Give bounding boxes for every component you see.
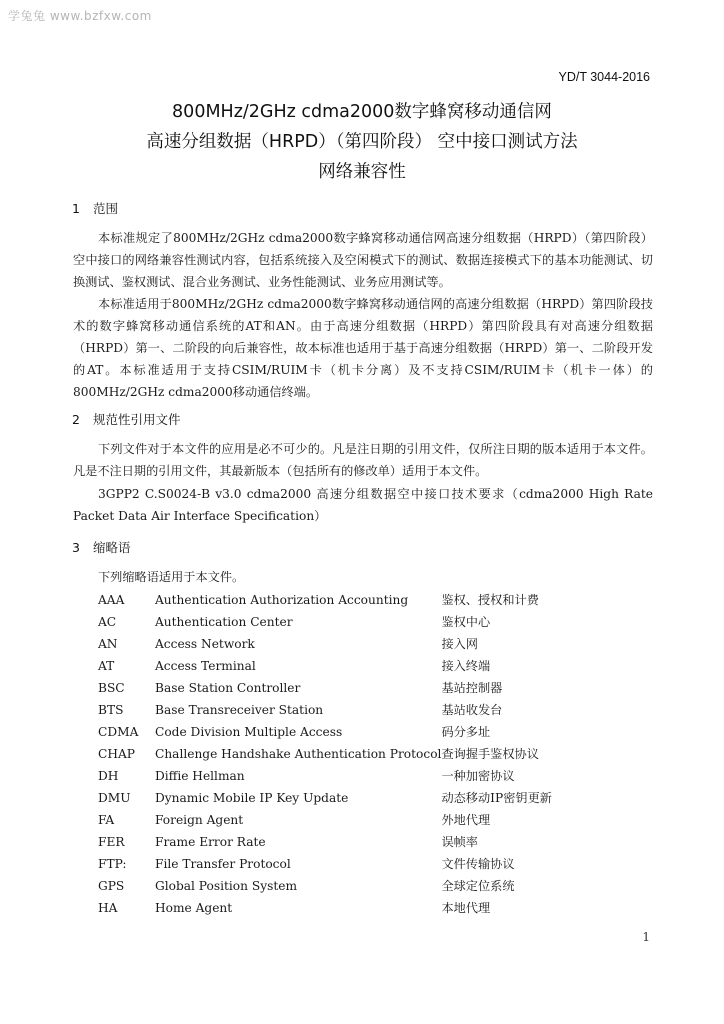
english-term-cell: Diffie Hellman <box>155 769 245 783</box>
abbreviation-cell: BSC <box>98 681 125 695</box>
section-title: 规范性引用文件 <box>93 412 181 427</box>
abbreviations-intro: 下列缩略语适用于本文件。 <box>98 570 245 584</box>
chinese-term-cell: 接入网 <box>441 637 478 651</box>
table-row <box>98 699 658 721</box>
table-row <box>98 633 658 655</box>
english-term-cell: Global Position System <box>155 879 298 893</box>
watermark: 学兔兔 www.bzfxw.com <box>8 9 152 23</box>
english-term-cell: Foreign Agent <box>155 813 244 827</box>
chinese-term-cell: 接入终端 <box>441 659 491 673</box>
english-term-cell: Code Division Multiple Access <box>155 725 343 739</box>
title-line-3: 网络兼容性 <box>318 162 406 182</box>
abbreviation-cell: CHAP <box>98 747 135 761</box>
english-term-cell: Home Agent <box>155 901 233 915</box>
abbreviation-cell: GPS <box>98 879 125 893</box>
chinese-term-cell: 一种加密协议 <box>441 769 515 783</box>
english-term-cell: Authentication Authorization Accounting <box>155 593 409 607</box>
table-row <box>98 655 658 677</box>
abbreviation-cell: HA <box>98 901 118 915</box>
paragraph-references-2: 3GPP2 C.S0024-B v3.0 cdma2000 高速分组数据空中接口技术要求（cdma2000 High Rate Packet Data Air Interface Specification） <box>73 487 653 523</box>
section-number: 3 <box>72 540 80 555</box>
chinese-term-cell: 基站收发台 <box>441 703 503 717</box>
chinese-term-cell: 误帧率 <box>441 835 478 849</box>
table-row <box>98 765 658 787</box>
abbreviation-cell: AT <box>98 659 115 673</box>
abbreviation-cell: DMU <box>98 791 131 805</box>
chinese-term-cell: 动态移动IP密钥更新 <box>441 791 552 805</box>
chinese-term-cell: 文件传输协议 <box>441 857 515 871</box>
english-term-cell: Base Transreceiver Station <box>155 703 324 717</box>
paragraph-scope-2: 本标准适用于800MHz/2GHz cdma2000数字蜂窝移动通信网的高速分组数据（HRPD）第四阶段技术的数字蜂窝移动通信系统的AT和AN。由于高速分组数据（HRPD）第四阶段具有对高速分组数据（HRPD）第一、二阶段的向后兼容性，故本标准也适用于基于高速分组数据（HRPD）第一、二阶段开发的AT。本标准适用于支持CSIM/RUIM卡（机卡分离）及不支持CSIM/RUIM卡（机卡一体）的800MHz/2GHz cdma2000移动通信终端。 <box>73 297 653 399</box>
abbreviation-cell: FA <box>98 813 115 827</box>
standard-number: YD/T 3044-2016 <box>558 70 650 84</box>
table-row <box>98 677 658 699</box>
chinese-term-cell: 基站控制器 <box>441 681 503 695</box>
chinese-term-cell: 码分多址 <box>441 725 491 739</box>
table-row <box>98 787 658 809</box>
english-term-cell: Access Terminal <box>155 659 256 673</box>
english-term-cell: Dynamic Mobile IP Key Update <box>155 791 349 805</box>
abbreviation-cell: AN <box>98 637 118 651</box>
section-title: 缩略语 <box>93 540 131 555</box>
english-term-cell: Authentication Center <box>155 615 293 629</box>
paragraph-scope-1: 本标准规定了800MHz/2GHz cdma2000数字蜂窝移动通信网高速分组数据（HRPD）（第四阶段）空中接口的网络兼容性测试内容，包括系统接入及空闲模式下的测试、数据连接模式下的基本功能测试、切换测试、鉴权测试、混合业务测试、业务性能测试、业务应用测试等。 <box>73 231 653 289</box>
section-heading-references <box>72 410 181 428</box>
chinese-term-cell: 本地代理 <box>441 901 491 915</box>
chinese-term-cell: 外地代理 <box>441 813 491 827</box>
abbreviation-cell: DH <box>98 769 119 783</box>
section-heading-scope <box>72 199 118 217</box>
document-title <box>0 97 724 187</box>
english-term-cell: Base Station Controller <box>155 681 301 695</box>
english-term-cell: File Transfer Protocol <box>155 857 291 871</box>
table-row <box>98 897 658 919</box>
title-line-2: 高速分组数据（HRPD）（第四阶段） 空中接口测试方法 <box>146 132 578 152</box>
chinese-term-cell: 查询握手鉴权协议 <box>441 747 539 761</box>
table-row <box>98 809 658 831</box>
table-row <box>98 853 658 875</box>
table-row <box>98 589 658 611</box>
section-number: 2 <box>72 412 80 427</box>
english-term-cell: Access Network <box>155 637 255 651</box>
english-term-cell: Challenge Handshake Authentication Protocol <box>155 747 442 761</box>
table-row <box>98 875 658 897</box>
table-row <box>98 611 658 633</box>
english-term-cell: Frame Error Rate <box>155 835 266 849</box>
abbreviation-cell: BTS <box>98 703 124 717</box>
section-heading-abbreviations <box>72 538 131 556</box>
table-row <box>98 743 658 765</box>
section-number: 1 <box>72 201 80 216</box>
abbreviations-table <box>98 589 658 919</box>
paragraph-references-1: 下列文件对于本文件的应用是必不可少的。凡是注日期的引用文件，仅所注日期的版本适用于本文件。凡是不注日期的引用文件，其最新版本（包括所有的修改单）适用于本文件。 <box>73 442 653 478</box>
chinese-term-cell: 全球定位系统 <box>441 879 515 893</box>
chinese-term-cell: 鉴权中心 <box>441 615 491 629</box>
title-line-1: 800MHz/2GHz cdma2000数字蜂窝移动通信网 <box>172 102 552 122</box>
chinese-term-cell: 鉴权、授权和计费 <box>441 593 539 607</box>
abbreviation-cell: FER <box>98 835 125 849</box>
abbreviation-cell: AC <box>98 615 117 629</box>
page-number: 1 <box>642 930 650 944</box>
abbreviation-cell: AAA <box>98 593 125 607</box>
table-row <box>98 721 658 743</box>
section-title: 范围 <box>93 201 119 216</box>
abbreviation-cell: CDMA <box>98 725 139 739</box>
abbreviation-cell: FTP: <box>98 857 127 871</box>
table-row <box>98 831 658 853</box>
